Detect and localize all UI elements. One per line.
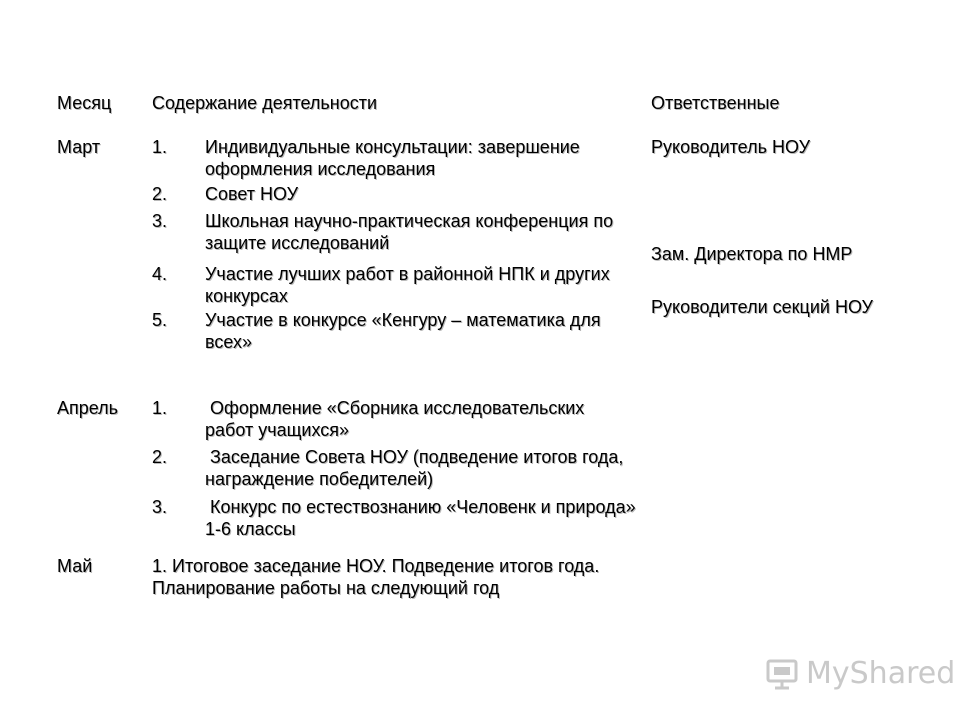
item-number: 2. [152,447,168,467]
list-item [152,446,637,490]
item-number: 3. [152,497,168,517]
responsible-deputy: Зам. Директора по НМР [651,244,853,264]
item-number: 4. [152,264,168,284]
list-item [152,263,637,307]
item-text: Участие в конкурсе «Кенгуру – математика для всех» [205,310,601,352]
item-number: 2. [152,184,168,204]
item-text: Конкурс по естествознанию «Человенк и природа» 1-6 классы [205,497,641,539]
item-number: 3. [152,211,168,231]
may-text: 1. Итоговое заседание НОУ. Подведение итогов года. Планирование работы на следующий год [152,556,600,598]
item-number: 5. [152,310,168,330]
responsible-noy-head: Руководитель НОУ [651,137,811,157]
list-item [152,183,637,205]
month-march: Март [57,137,101,157]
item-text: Индивидуальные консультации: завершение оформления исследования [205,137,580,179]
list-item [152,136,637,180]
header-month: Месяц [57,93,112,113]
list-item [152,397,637,441]
item-text: Школьная научно-практическая конференция по защите исследований [205,211,614,253]
item-number: 1. [152,398,168,418]
header-responsible: Ответственные [651,93,780,113]
list-item [152,210,637,254]
month-april: Апрель [57,398,119,418]
list-item [152,309,637,353]
item-text: Участие лучших работ в районной НПК и других конкурсах [205,264,610,306]
presentation-board-icon [766,657,800,691]
watermark-logo [766,656,955,691]
watermark-text: MyShared [806,656,956,691]
item-number: 1. [152,137,168,157]
item-text: Совет НОУ [205,184,299,204]
item-text: Заседание Совета НОУ (подведение итогов года, награждение победителей) [205,447,629,489]
item-text: Оформление «Сборника исследовательских работ учащихся» [205,398,590,440]
month-may: Май [57,556,93,576]
header-content: Содержание деятельности [152,93,378,113]
responsible-section-heads: Руководители секций НОУ [651,297,873,317]
list-item [152,496,641,540]
